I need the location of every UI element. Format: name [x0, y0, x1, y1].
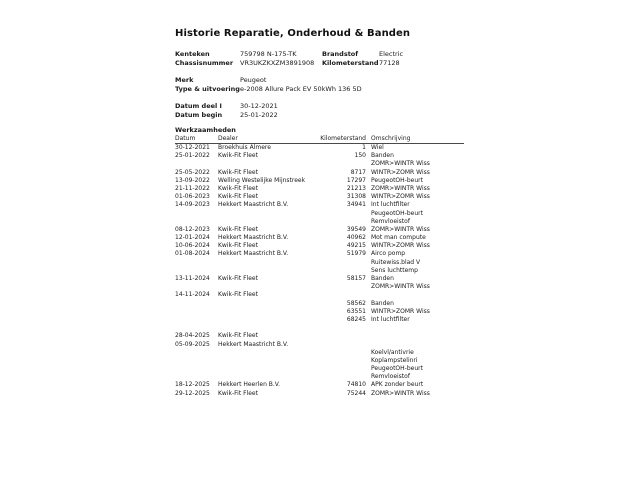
- cell-dealer: Hekkert Heerlen B.V.: [218, 381, 281, 389]
- cell-datum: 13-11-2024: [175, 275, 210, 282]
- table-row: [175, 308, 464, 316]
- info-line-chassis-km: [175, 59, 475, 68]
- cell-omschrijving: Wiel: [371, 144, 384, 151]
- info-line-merk: [175, 76, 475, 85]
- cell-omschrijving: WINTR>ZOMR Wiss: [371, 307, 430, 315]
- cell-datum: 05-09-2025: [175, 340, 210, 348]
- table-row: [175, 267, 464, 275]
- table-row: [175, 193, 464, 201]
- cell-datum: 14-09-2023: [175, 201, 210, 209]
- cell-omschrijving: PeugeotOH-beurt: [371, 365, 423, 373]
- cell-kilometerstand: 40962: [346, 234, 366, 242]
- cell-datum: 29-12-2025: [175, 389, 210, 397]
- kenteken-value: 759798 N-175-TK: [240, 50, 297, 58]
- table-row: [175, 210, 464, 218]
- cell-omschrijving: ZOMR>WINTR Wiss: [371, 184, 430, 192]
- table-row: [175, 275, 464, 283]
- cell-omschrijving: Remvloeistof: [371, 217, 410, 225]
- cell-omschrijving: Int luchtfilter: [371, 315, 410, 323]
- cell-kilometerstand: 58562: [346, 299, 366, 307]
- cell-dealer: Kwik-Fit Fleet: [218, 193, 258, 201]
- cell-omschrijving: Ruitewiss.blad V: [371, 258, 421, 266]
- table-row: [175, 234, 464, 242]
- cell-datum: 13-09-2022: [175, 176, 210, 184]
- cell-kilometerstand: 150: [354, 152, 366, 160]
- cell-kilometerstand: 21213: [346, 184, 366, 192]
- cell-datum: 01-06-2023: [175, 193, 210, 201]
- table-row: [175, 259, 464, 267]
- table-row: [175, 185, 464, 193]
- cell-omschrijving: Remvloeistof: [371, 373, 410, 381]
- table-row: [175, 218, 464, 226]
- cell-dealer: Hekkert Maastricht B.V.: [218, 201, 289, 209]
- cell-omschrijving: Koelvl/antivrie: [371, 348, 414, 356]
- datum-deel-i-label: Datum deel I: [175, 102, 222, 110]
- cell-omschrijving: ZOMR>WINTR Wiss: [371, 283, 430, 291]
- page-title: Historie Reparatie, Onderhoud & Banden: [175, 28, 411, 39]
- cell-omschrijving: Banden: [371, 299, 394, 307]
- cell-kilometerstand: 58157: [346, 275, 366, 282]
- table-row: [175, 324, 464, 332]
- column-header-dealer: Dealer: [218, 135, 238, 142]
- cell-datum: 25-05-2022: [175, 168, 210, 176]
- cell-kilometerstand: 39549: [346, 225, 366, 233]
- table-row: [175, 365, 464, 373]
- cell-omschrijving: Banden: [371, 275, 394, 282]
- info-line-datum-deel-i: [175, 102, 475, 111]
- cell-dealer: Hekkert Maastricht B.V.: [218, 250, 289, 258]
- table-row: [175, 226, 464, 234]
- table-row: [175, 169, 464, 177]
- cell-kilometerstand: 74810: [346, 381, 366, 389]
- table-row: [175, 283, 464, 291]
- datum-begin-value: 25-01-2022: [240, 111, 278, 119]
- table-header-row: [175, 135, 464, 144]
- cell-dealer: Kwik-Fit Fleet: [218, 225, 258, 233]
- cell-omschrijving: ZOMR>WINTR Wiss: [371, 225, 430, 233]
- cell-kilometerstand: 68245: [346, 315, 366, 323]
- column-header-omschrijving: Omschrijving: [371, 135, 411, 142]
- cell-kilometerstand: 51979: [346, 250, 366, 258]
- cell-dealer: Welling Westelijke Mijnstreek: [218, 176, 306, 184]
- kilometerstand-label: Kilometerstand: [322, 59, 379, 67]
- cell-kilometerstand: 31308: [346, 193, 366, 201]
- table-row: [175, 349, 464, 357]
- cell-omschrijving: WINTR>ZOMR Wiss: [371, 242, 430, 250]
- cell-dealer: Hekkert Maastricht B.V.: [218, 340, 289, 348]
- table-row: [175, 144, 464, 152]
- brandstof-value: Electric: [379, 50, 404, 58]
- type-uitvoering-label: Type & uitvoering: [175, 85, 240, 93]
- cell-datum: 25-01-2022: [175, 152, 210, 160]
- cell-dealer: Kwik-Fit Fleet: [218, 152, 258, 160]
- cell-datum: 10-06-2024: [175, 242, 210, 250]
- table-row: [175, 390, 464, 398]
- table-row: [175, 160, 464, 168]
- cell-dealer: Kwik-Fit Fleet: [218, 291, 258, 299]
- cell-datum: 28-04-2025: [175, 332, 210, 340]
- table-row: [175, 381, 464, 389]
- column-header-kilometerstand: Kilometerstand: [320, 135, 366, 142]
- table-row: [175, 357, 464, 365]
- cell-omschrijving: Airco pomp: [371, 250, 406, 258]
- cell-omschrijving: PeugeotOH-beurt: [371, 209, 423, 217]
- table-row: [175, 341, 464, 349]
- table-body: [175, 144, 464, 398]
- cell-dealer: Kwik-Fit Fleet: [218, 168, 258, 176]
- table-row: [175, 332, 464, 340]
- cell-kilometerstand: 17297: [346, 176, 366, 184]
- brandstof-label: Brandstof: [322, 50, 359, 58]
- cell-datum: 30-12-2021: [175, 144, 210, 151]
- datum-deel-i-value: 30-12-2021: [240, 102, 278, 110]
- chassisnummer-label: Chassisnummer: [175, 59, 234, 67]
- cell-dealer: Kwik-Fit Fleet: [218, 389, 258, 397]
- kilometerstand-value: 77128: [379, 59, 400, 67]
- table-row: [175, 373, 464, 381]
- cell-omschrijving: Sens luchttemp: [371, 266, 418, 274]
- table-row: [175, 291, 464, 299]
- cell-dealer: Kwik-Fit Fleet: [218, 184, 258, 192]
- info-line-type: [175, 85, 475, 94]
- cell-omschrijving: APK zonder beurt: [371, 381, 424, 389]
- cell-kilometerstand: 75244: [346, 389, 366, 397]
- table-row: [175, 250, 464, 258]
- cell-omschrijving: Banden: [371, 152, 394, 160]
- cell-omschrijving: Int luchtfilter: [371, 201, 410, 209]
- werkzaamheden-table: [175, 135, 464, 398]
- cell-dealer: Kwik-Fit Fleet: [218, 275, 258, 282]
- cell-kilometerstand: 8717: [350, 168, 366, 176]
- cell-kilometerstand: 1: [362, 144, 366, 151]
- cell-dealer: Kwik-Fit Fleet: [218, 242, 258, 250]
- chassisnummer-value: VR3UKZKXZM3891908: [240, 59, 315, 67]
- table-row: [175, 177, 464, 185]
- cell-datum: 18-12-2025: [175, 381, 210, 389]
- cell-omschrijving: WINTR>ZOMR Wiss: [371, 168, 430, 176]
- cell-kilometerstand: 49215: [346, 242, 366, 250]
- merk-label: Merk: [175, 76, 194, 84]
- cell-datum: 21-11-2022: [175, 184, 210, 192]
- cell-kilometerstand: 63551: [346, 307, 366, 315]
- table-row: [175, 201, 464, 209]
- cell-omschrijving: Mot man compute: [371, 234, 426, 242]
- cell-datum: 12-01-2024: [175, 234, 210, 242]
- merk-value: Peugeot: [240, 76, 267, 84]
- info-line-datum-begin: [175, 111, 475, 120]
- table-row: [175, 316, 464, 324]
- type-uitvoering-value: e-2008 Allure Pack EV 50kWh 136 5D: [240, 85, 362, 93]
- werkzaamheden-heading: Werkzaamheden: [175, 126, 236, 134]
- cell-datum: 01-08-2024: [175, 250, 210, 258]
- cell-omschrijving: WINTR>ZOMR Wiss: [371, 193, 430, 201]
- cell-omschrijving: ZOMR>WINTR Wiss: [371, 389, 430, 397]
- cell-omschrijving: Koplampstelinri: [371, 356, 418, 364]
- table-row: [175, 300, 464, 308]
- info-line-kenteken-brandstof: [175, 50, 475, 59]
- cell-datum: 14-11-2024: [175, 291, 210, 299]
- cell-dealer: Hekkert Maastricht B.V.: [218, 234, 289, 242]
- cell-dealer: Broekhuis Almere: [218, 144, 271, 151]
- cell-omschrijving: ZOMR>WINTR Wiss: [371, 160, 430, 168]
- table-row: [175, 152, 464, 160]
- column-header-datum: Datum: [175, 135, 196, 142]
- cell-dealer: Kwik-Fit Fleet: [218, 332, 258, 340]
- cell-omschrijving: PeugeotOH-beurt: [371, 176, 423, 184]
- datum-begin-label: Datum begin: [175, 111, 223, 119]
- cell-kilometerstand: 34941: [346, 201, 366, 209]
- cell-datum: 08-12-2023: [175, 225, 210, 233]
- table-row: [175, 242, 464, 250]
- kenteken-label: Kenteken: [175, 50, 210, 58]
